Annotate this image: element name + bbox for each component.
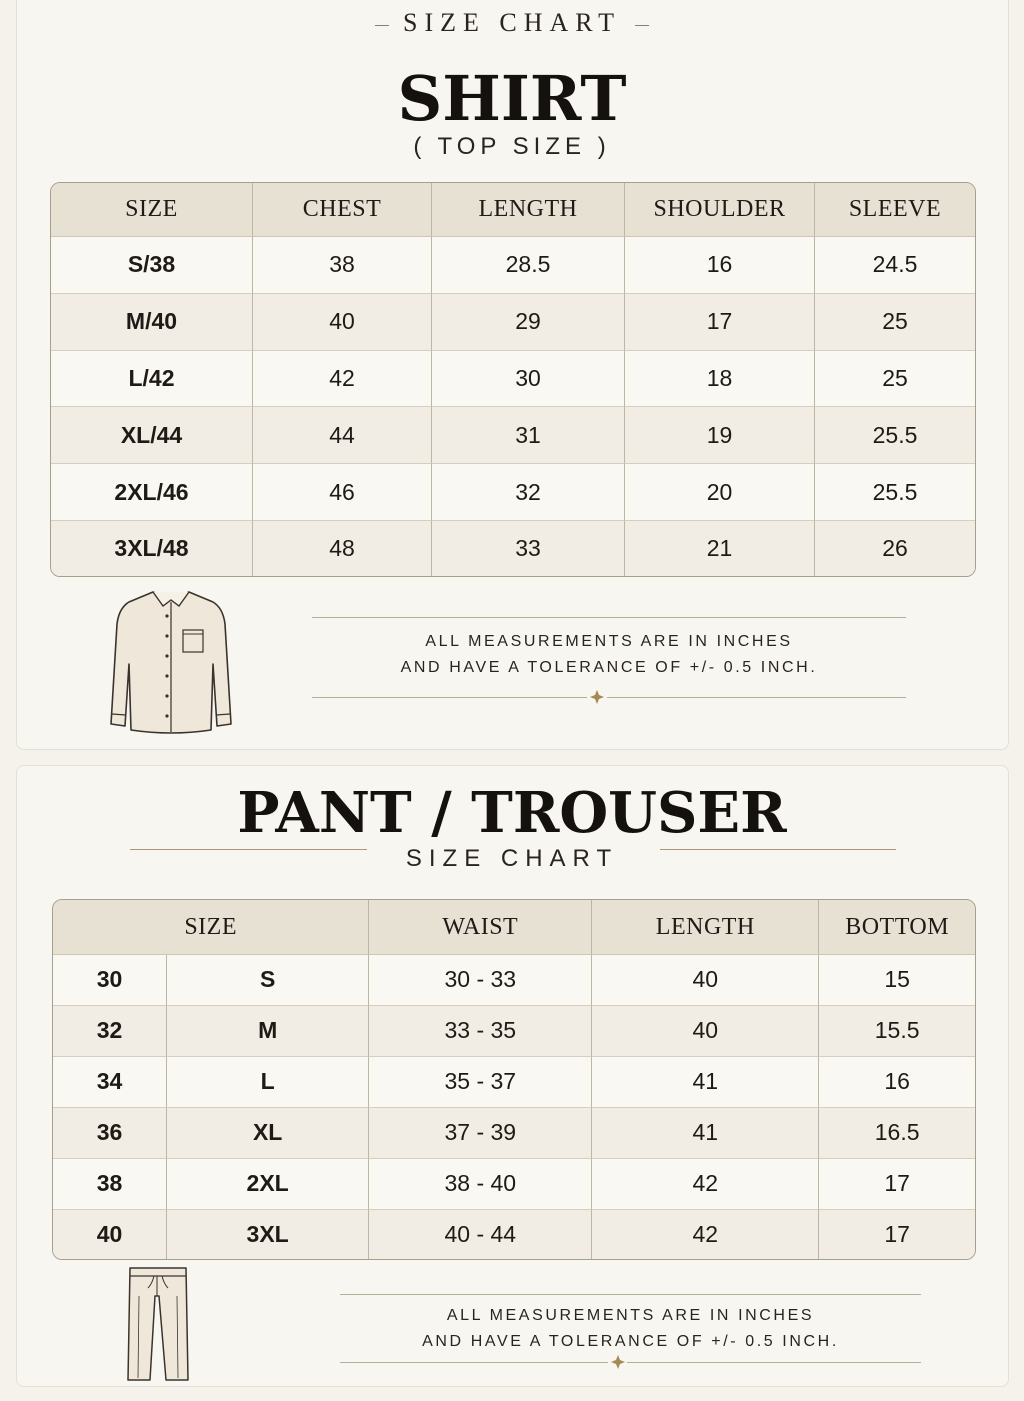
table-cell: 38 <box>53 1159 167 1210</box>
table-cell: 24.5 <box>815 237 975 294</box>
table-cell: M <box>167 1006 369 1057</box>
shirt-icon <box>105 584 237 736</box>
table-cell: M/40 <box>51 294 253 351</box>
table-cell: 48 <box>253 521 432 576</box>
table-row <box>51 351 975 408</box>
table-cell: 21 <box>625 521 815 576</box>
table-cell: 40 - 44 <box>369 1210 592 1259</box>
table-cell: 30 <box>53 955 167 1006</box>
table-cell: 25 <box>815 294 975 351</box>
note-line: ALL MEASUREMENTS ARE IN INCHES <box>446 1307 815 1324</box>
note-divider <box>627 1362 921 1363</box>
column-header: LENGTH <box>592 900 819 955</box>
table-cell: 40 <box>592 955 819 1006</box>
column-header: SLEEVE <box>815 183 975 237</box>
table-cell: 29 <box>432 294 625 351</box>
note-line: AND HAVE A TOLERANCE OF +/- 0.5 INCH. <box>422 1333 839 1350</box>
table-cell: 42 <box>253 351 432 408</box>
table-cell: L <box>167 1057 369 1108</box>
table-row <box>53 1210 975 1259</box>
table-cell: 38 - 40 <box>369 1159 592 1210</box>
table-cell: 36 <box>53 1108 167 1159</box>
table-cell: 28.5 <box>432 237 625 294</box>
table-cell: 38 <box>253 237 432 294</box>
table-cell: XL <box>167 1108 369 1159</box>
table-row <box>51 464 975 521</box>
table-row <box>53 955 975 1006</box>
column-header: WAIST <box>369 900 592 955</box>
table-cell: 41 <box>592 1057 819 1108</box>
note-divider <box>312 617 906 618</box>
table-cell: 16 <box>625 237 815 294</box>
ornament-icon <box>590 690 604 704</box>
column-header: BOTTOM <box>819 900 975 955</box>
table-cell: 42 <box>592 1159 819 1210</box>
note-divider <box>340 1294 921 1295</box>
column-header: SHOULDER <box>625 183 815 237</box>
table-cell: 42 <box>592 1210 819 1259</box>
shirt-note <box>312 629 906 681</box>
table-row <box>51 237 975 294</box>
table-row <box>53 1006 975 1057</box>
table-cell: L/42 <box>51 351 253 408</box>
table-cell: 44 <box>253 407 432 464</box>
table-cell: 33 - 35 <box>369 1006 592 1057</box>
pant-subtitle: SIZE CHART <box>405 845 619 872</box>
table-cell: 35 - 37 <box>369 1057 592 1108</box>
table-cell: 25.5 <box>815 407 975 464</box>
table-row <box>51 294 975 351</box>
table-row <box>53 1108 975 1159</box>
trousers-icon <box>124 1266 192 1382</box>
table-cell: 40 <box>253 294 432 351</box>
table-cell: 30 - 33 <box>369 955 592 1006</box>
table-cell: 20 <box>625 464 815 521</box>
table-cell: 19 <box>625 407 815 464</box>
table-cell: 30 <box>432 351 625 408</box>
table-cell: 26 <box>815 521 975 576</box>
ornament-icon <box>611 1355 625 1369</box>
table-cell: XL/44 <box>51 407 253 464</box>
table-cell: 2XL/46 <box>51 464 253 521</box>
table-cell: 31 <box>432 407 625 464</box>
column-header: SIZE <box>51 183 253 237</box>
table-cell: 17 <box>625 294 815 351</box>
table-cell: 2XL <box>167 1159 369 1210</box>
table-cell: 46 <box>253 464 432 521</box>
pant-note <box>340 1303 921 1355</box>
pant-title: PANT / TROUSER <box>237 780 787 846</box>
note-divider <box>607 697 906 698</box>
note-line: ALL MEASUREMENTS ARE IN INCHES <box>425 633 793 650</box>
table-cell: 16.5 <box>819 1108 975 1159</box>
shirt-subtitle: ( TOP SIZE ) <box>413 133 611 160</box>
pant-size-table <box>52 899 976 1260</box>
table-cell: 33 <box>432 521 625 576</box>
table-row <box>53 1159 975 1210</box>
shirt-size-table <box>50 182 976 577</box>
table-row <box>51 521 975 576</box>
table-cell: 3XL/48 <box>51 521 253 576</box>
table-row <box>51 407 975 464</box>
table-cell: S <box>167 955 369 1006</box>
table-cell: 18 <box>625 351 815 408</box>
table-header-row <box>53 900 975 955</box>
table-row <box>53 1057 975 1108</box>
table-cell: S/38 <box>51 237 253 294</box>
table-cell: 16 <box>819 1057 975 1108</box>
table-cell: 41 <box>592 1108 819 1159</box>
column-header: SIZE <box>53 900 369 955</box>
table-cell: 3XL <box>167 1210 369 1259</box>
note-divider <box>340 1362 608 1363</box>
table-header-row <box>51 183 975 237</box>
table-cell: 25.5 <box>815 464 975 521</box>
table-cell: 17 <box>819 1159 975 1210</box>
table-cell: 17 <box>819 1210 975 1259</box>
table-cell: 40 <box>53 1210 167 1259</box>
table-cell: 32 <box>53 1006 167 1057</box>
column-header: CHEST <box>253 183 432 237</box>
note-divider <box>312 697 587 698</box>
table-cell: 25 <box>815 351 975 408</box>
column-header: LENGTH <box>432 183 625 237</box>
table-cell: 15 <box>819 955 975 1006</box>
shirt-title: SHIRT <box>397 62 627 135</box>
table-cell: 15.5 <box>819 1006 975 1057</box>
table-cell: 32 <box>432 464 625 521</box>
table-cell: 40 <box>592 1006 819 1057</box>
table-cell: 34 <box>53 1057 167 1108</box>
table-cell: 37 - 39 <box>369 1108 592 1159</box>
note-line: AND HAVE A TOLERANCE OF +/- 0.5 INCH. <box>400 659 818 676</box>
shirt-kicker: SIZE CHART <box>0 8 1024 38</box>
